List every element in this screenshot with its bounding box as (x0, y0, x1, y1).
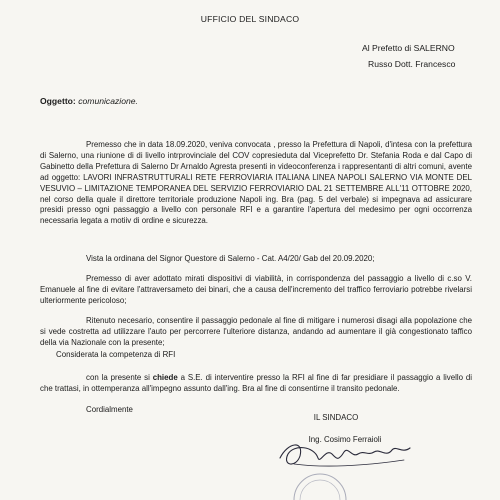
request-verb: chiede (152, 373, 178, 382)
office-header: UFFICIO DEL SINDACO (200, 14, 300, 24)
paragraph-questore-order: Vista la ordinana del Signor Questore di Salerno - Cat. A4/20/ Gab del 20.09.2020; (86, 254, 375, 263)
subject-value: comunicazione. (78, 96, 138, 106)
paragraph-rfi-competence: Considerata la competenza di RFI (56, 350, 176, 359)
subject-label: Oggetto: (40, 96, 76, 106)
paragraph-pedestrian-passage: Ritenuto necesario, consentire il passaggio pedonale al fine di mitigare i numerosi disagi alla popolazione che si vede costretta ad utilizzare l'auto per percorrere l'ulteriore distanza, andando ad aumentare il già congestionato taffico della via Nazionale con la presente; (40, 316, 472, 347)
request-text-start: con la presente si (86, 373, 153, 382)
signature-title: IL SINDACO (313, 413, 359, 422)
paragraph-request (40, 373, 472, 395)
recipient-block (362, 40, 455, 72)
recipient-line-1: Al Prefetto di SALERNO (362, 43, 455, 53)
closing-salutation: Cordialmente (86, 405, 133, 414)
request-text-end: a S.E. di interventire presso la RFI al fine di far presidiare il passaggio a livello di che trattasi, in ottemperanza all'impegno assunto dall'ing. Bra al fine di consentirne il transito pedonale. (40, 373, 472, 393)
paragraph-premise-meeting: Premesso che in data 18.09.2020, veniva convocata , presso la Prefettura di Napoli, d'intesa con la prefettura di Salerno, una riunione di di livello intrprovinciale del COV copresieduta dal Viceprefetto Dr. Stefania Roda e dal Capo di Gabinetto della Prefettura di Salerno Dr Arnaldo Agresta presenti in videoconferenza i rappresentanti di altri comuni, avente ad oggetto: LAVORI INFRASTRUTTURALI RETE FERROVIARIA ITALIANA LINEA NAPOLI SALERNO VIA MONTE DEL VESUVIO – LIMITAZIONE TEMPORANEA DEL SERVIZIO FERROVIARIO DAL 21 SETTEMBRE ALL'11 OTTOBRE 2020, nel corso della quale il direttore territoriale produzione Napoli ing. Bra (pag. 5 del verbale) si impegnava ad assicurare presidi presso ogni passaggio a livello con personale RFI e a garantire l'apertura del medesimo per ogni occorrenza necessaria legata a motiiv di ordine e sicurezza. (40, 140, 472, 226)
signature-name: Ing. Cosimo Ferraioli (308, 435, 382, 444)
recipient-line-2: Russo Dott. Francesco (368, 59, 456, 69)
paragraph-traffic-measures: Premesso di aver adottato mirati dispositivi di viabilità, in corrispondenza del passaggio a livello di c.so V. Emanuele al fine di evitare l'attraversameto dei binari, che a causa dell'incremento del traffico ferroviario potrebbe rivelarsi ulteriormente pericoloso; (40, 274, 472, 305)
stamp-partial (290, 470, 350, 500)
subject-line (40, 96, 138, 106)
